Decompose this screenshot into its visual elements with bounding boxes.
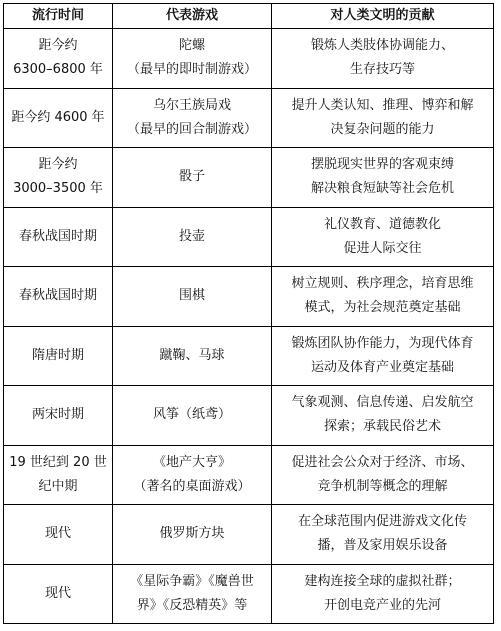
period-cell-line: 纪中期 bbox=[38, 478, 78, 494]
game-cell-line: 俄罗斯方块 bbox=[159, 526, 225, 542]
header-contribution: 对人类文明的贡献 bbox=[272, 4, 494, 29]
contribution-cell-line: 树立规则、秩序理念，培育思维 bbox=[291, 276, 474, 292]
contribution-cell-line: 提升人类认知、推理、博弈和解 bbox=[291, 97, 474, 113]
contribution-cell-line: 锻炼团队协作能力，为现代体育 bbox=[291, 335, 474, 351]
table-row bbox=[4, 505, 494, 565]
contribution-cell bbox=[272, 326, 494, 386]
game-cell-line: （最早的回合制游戏） bbox=[126, 121, 257, 137]
table-row bbox=[4, 88, 494, 148]
contribution-cell-line: 播，普及家用娱乐设备 bbox=[317, 538, 448, 554]
period-cell-line: 隋唐时期 bbox=[31, 347, 84, 363]
period-cell bbox=[4, 267, 113, 327]
period-cell-line: 6300–6800 年 bbox=[13, 62, 103, 78]
table-row bbox=[4, 148, 494, 208]
game-cell-line: 骰子 bbox=[178, 169, 205, 185]
period-cell bbox=[4, 29, 113, 89]
contribution-cell bbox=[272, 505, 494, 565]
game-cell bbox=[113, 207, 272, 267]
table-row bbox=[4, 564, 494, 624]
contribution-cell-line: 锻炼人类肢体协调能力、 bbox=[310, 38, 454, 54]
contribution-cell-line: 促进社会公众对于经济、市场、 bbox=[291, 454, 474, 470]
game-cell bbox=[113, 148, 272, 208]
period-cell-line: 距今约 bbox=[38, 157, 78, 173]
game-cell-line: 投壶 bbox=[178, 228, 205, 244]
period-cell-line: 3000–3500 年 bbox=[13, 181, 103, 197]
table-row bbox=[4, 29, 494, 89]
game-cell-line: 围棋 bbox=[178, 288, 205, 304]
game-cell-line: 《地产大亨》 bbox=[152, 454, 231, 470]
contribution-cell-line: 摆脱现实世界的客观束缚 bbox=[310, 157, 454, 173]
table-row bbox=[4, 386, 494, 446]
period-cell bbox=[4, 207, 113, 267]
header-period: 流行时间 bbox=[4, 4, 113, 29]
period-cell bbox=[4, 148, 113, 208]
game-cell bbox=[113, 505, 272, 565]
contribution-cell bbox=[272, 88, 494, 148]
game-history-table bbox=[3, 3, 494, 624]
period-cell-line: 两宋时期 bbox=[31, 407, 84, 423]
period-cell-line: 现代 bbox=[44, 585, 71, 601]
game-cell-line: 《星际争霸》《魔兽世 bbox=[130, 573, 254, 589]
game-cell bbox=[113, 564, 272, 624]
game-cell bbox=[113, 29, 272, 89]
period-cell bbox=[4, 445, 113, 505]
period-cell-line: 19 世纪到 20 世 bbox=[9, 454, 107, 470]
game-cell bbox=[113, 267, 272, 327]
contribution-cell-line: 在全球范围内促进游戏文化传 bbox=[297, 514, 467, 530]
period-cell-line: 距今约 bbox=[38, 38, 78, 54]
contribution-cell-line: 建构连接全球的虚拟社群； bbox=[304, 573, 461, 589]
game-cell-line: （最早的即时制游戏） bbox=[126, 62, 257, 78]
contribution-cell bbox=[272, 445, 494, 505]
game-cell-line: 蹴鞠、马球 bbox=[159, 347, 225, 363]
table-row bbox=[4, 207, 494, 267]
game-cell bbox=[113, 386, 272, 446]
header-game: 代表游戏 bbox=[113, 4, 272, 29]
contribution-cell bbox=[272, 207, 494, 267]
contribution-cell-line: 模式，为社会规范奠定基础 bbox=[304, 300, 461, 316]
contribution-cell bbox=[272, 564, 494, 624]
table-body bbox=[4, 29, 494, 624]
contribution-cell bbox=[272, 29, 494, 89]
contribution-cell-line: 促进人际交往 bbox=[343, 240, 422, 256]
game-cell-line: （著名的桌面游戏） bbox=[133, 478, 251, 494]
contribution-cell-line: 决复杂问题的能力 bbox=[330, 121, 435, 137]
game-cell bbox=[113, 88, 272, 148]
period-cell bbox=[4, 505, 113, 565]
period-cell-line: 春秋战国时期 bbox=[18, 228, 97, 244]
header-row bbox=[4, 4, 494, 29]
game-cell-line: 陀螺 bbox=[178, 38, 205, 54]
contribution-cell-line: 竞争机制等概念的理解 bbox=[317, 478, 448, 494]
game-cell bbox=[113, 445, 272, 505]
table-row bbox=[4, 326, 494, 386]
contribution-cell-line: 开创电竞产业的先河 bbox=[323, 597, 441, 613]
contribution-cell bbox=[272, 267, 494, 327]
game-cell-line: 界》《反恐精英》等 bbox=[136, 597, 248, 613]
game-cell bbox=[113, 326, 272, 386]
contribution-cell-line: 礼仪教育、道德教化 bbox=[323, 216, 441, 232]
contribution-cell-line: 探索；承载民俗艺术 bbox=[323, 419, 441, 435]
contribution-cell-line: 生存技巧等 bbox=[349, 62, 415, 78]
period-cell-line: 春秋战国时期 bbox=[18, 288, 97, 304]
game-cell-line: 乌尔王族局戏 bbox=[152, 97, 231, 113]
contribution-cell-line: 解决粮食短缺等社会危机 bbox=[310, 181, 454, 197]
contribution-cell bbox=[272, 386, 494, 446]
table-row bbox=[4, 267, 494, 327]
contribution-cell-line: 气象观测、信息传递、启发航空 bbox=[291, 395, 474, 411]
period-cell-line: 距今约 4600 年 bbox=[11, 109, 105, 125]
period-cell-line: 现代 bbox=[44, 526, 71, 542]
period-cell bbox=[4, 88, 113, 148]
period-cell bbox=[4, 326, 113, 386]
period-cell bbox=[4, 564, 113, 624]
contribution-cell bbox=[272, 148, 494, 208]
period-cell bbox=[4, 386, 113, 446]
game-cell-line: 风筝（纸鸢） bbox=[152, 407, 231, 423]
contribution-cell-line: 运动及体育产业奠定基础 bbox=[310, 359, 454, 375]
table-row bbox=[4, 445, 494, 505]
